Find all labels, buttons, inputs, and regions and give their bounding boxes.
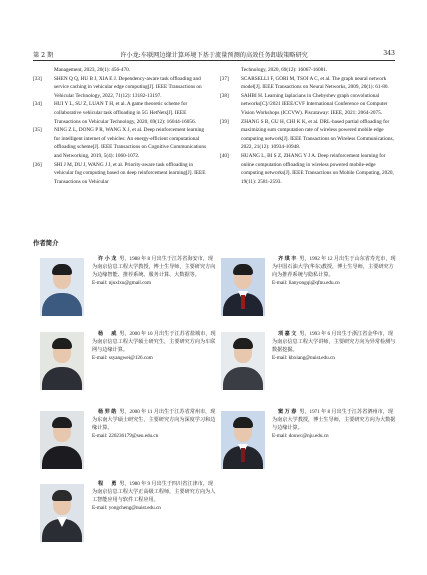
reference-text: Technology, 2020, 69(12): 16067-16081. [241, 67, 328, 73]
reference-text: SHEN Q Q, HU B J, XIA E J. Dependency-aware task offloading and service caching in vehicular edge computing[J]. IEEE Transactions on Vehicular Technology, 2022, 71(12): 13182-13197. [54, 75, 202, 99]
author-description: 男，1992 年 12 月出生于山东省寿光市，现为中国石油大学(华东)教授，博士生导师，主要研究方向为推荐系统与隐私计算。 [272, 256, 396, 279]
author-email: E-mail: ssyangwei@126.com [92, 355, 153, 362]
author-bio-heading: 作者简介 [33, 239, 59, 247]
issue-label: 第 2 期 [33, 52, 54, 59]
reference-text: ZHANG S B, GU H, CHI K K, et al. DRL-based partial offloading for maximizing sum computation rate of wireless powered mobile edge computing network[J]. IEEE Transactions on Wireless Communications, 2022, 21(12): 10934-10948. [241, 118, 394, 151]
author-bio [272, 255, 398, 287]
reference-number: [35] [33, 127, 42, 134]
reference-number: [34] [33, 101, 42, 108]
author-description: 男，1980 年 9 月出生于四川省江津市，现为南京信息工程大学正高级工程师，主要研究方向为人工智能应用与软件工程应用。 [92, 481, 216, 504]
header-rule [33, 60, 395, 61]
author-name: 窦万春 [278, 409, 298, 415]
reference-text: SCARSELLI F, GORI M, TSOI A C, et al. The graph neural network model[J]. IEEE Transactions on Neural Networks, 2009, 20(1): 61-80. [241, 75, 389, 91]
author-description: 男，1993 年 6 月出生于浙江省金华市，现为南京信息工程大学讲师，主要研究方向为异常检测与数据挖掘。 [272, 331, 396, 354]
reference-number: [36] [33, 161, 42, 168]
author-photo [40, 258, 84, 316]
author-name: 杨 威 [98, 331, 118, 337]
author-bio [272, 330, 398, 362]
author-photo [40, 411, 84, 469]
reference-item [33, 161, 208, 187]
reference-number: [33] [33, 75, 42, 82]
author-bio [92, 330, 218, 362]
reference-column-left [33, 66, 208, 186]
reference-number: [40] [220, 152, 229, 159]
author-name: 许小龙 [98, 256, 118, 262]
author-name: 齐琪丰 [278, 256, 298, 262]
reference-text: HUANG L, BI S Z, ZHANG Y J A. Deep reinforcement learning for online computation offloading in wireless powered mobile-edge computing networks[J]. IEEE Transactions on Mobile Computing, 2020, 19(11): 2581-2593. [241, 152, 394, 185]
reference-item [33, 100, 208, 126]
author-photo [40, 484, 84, 542]
reference-number: [38] [220, 92, 229, 99]
reference-item [33, 126, 208, 160]
author-email: E-mail: yongcheng@nuist.edu.cn [92, 505, 161, 512]
author-bio [272, 408, 398, 440]
reference-text: HUI Y L, SU Z, LUAN T H, et al. A game theoretic scheme for collaborative vehicular task offloading in 5G HetNets[J]. IEEE Transactions on Vehicular Technology, 2020, 69(12): 16044-16056. [54, 101, 196, 125]
author-photo [40, 332, 84, 390]
running-title: 许小龙:车联网边缘计算环境下基于流量预测的高效任务卸载策略研究 [120, 52, 308, 59]
author-name: 杨羿皓 [98, 409, 118, 415]
author-email: E-mail: lianyongqi@qfnu.edu.cn [272, 280, 340, 287]
author-bio [92, 255, 218, 287]
reference-item [220, 66, 395, 75]
reference-number: [37] [220, 75, 229, 82]
reference-item [220, 92, 395, 118]
author-name: 项嘉文 [278, 331, 298, 337]
author-description: 男，1988 年 8 月出生于江苏省海安市，现为南京信息工程大学教授，博士生导师，主要研究方向为边缘智能、推荐系统、服务计算、大数据等。 [92, 256, 216, 279]
reference-item [220, 118, 395, 152]
reference-item [33, 75, 208, 101]
reference-item [220, 75, 395, 92]
reference-number: [39] [220, 118, 229, 125]
reference-text: NING Z L, DONG P R, WANG X J, et al. Deep reinforcement learning for intelligent internet of vehicles: An energy-efficient computational offloading scheme[J]. IEEE Transactions on Cognitive Communications and Networking, 2019, 5(4): 1060-1072. [54, 127, 206, 159]
reference-text: SHI J M, DU J, WANG J J, et al. Priority-aware task offloading in vehicular fog computing based on deep reinforcement learning[J]. IEEE Transactions on Vehicular [54, 161, 206, 185]
reference-text: SAHBI H. Learning laplacians in Chebyshev graph convolutional networks[C]//2021 IEEE/CVF International Conference on Computer Vision Workshops (ICCVW). Piscataway: IEEE, 2021: 2064-2075. [241, 92, 388, 116]
page-number: 343 [383, 50, 395, 57]
author-description: 男，2000 年 10 月出生于江苏省盐城市，现为南京信息工程大学硕士研究生，主要研究方向为车联网与边缘计算。 [92, 331, 216, 354]
author-photo [221, 411, 265, 469]
author-email: E-mail: njuxlxu@gmail.com [92, 280, 151, 287]
author-photo [221, 258, 265, 316]
reference-item [33, 66, 208, 75]
author-bio [92, 408, 218, 440]
reference-text: Management, 2023, 20(1): 456-470. [54, 67, 131, 73]
author-description: 男，1971 年 8 月出生于江苏省泗州市，现为南京大学教授，博士生导师，主要研究方向为大数据与边缘计算。 [272, 409, 396, 432]
author-email: E-mail: kbxiang@nuist.edu.cn [272, 355, 335, 362]
author-email: E-mail: 220236179@seu.edu.cn [92, 433, 159, 440]
author-photo [221, 332, 265, 390]
author-email: E-mail: douwc@nju.edu.cn [272, 433, 329, 440]
reference-item [220, 152, 395, 186]
author-name: 程 勇 [98, 481, 118, 487]
reference-column-right [220, 66, 395, 186]
author-bio [92, 480, 218, 512]
author-description: 男，2000 年 11 月出生于江苏省常州市，现为东南大学硕士研究生，主要研究方向为深度学习和边缘计算。 [92, 409, 216, 432]
